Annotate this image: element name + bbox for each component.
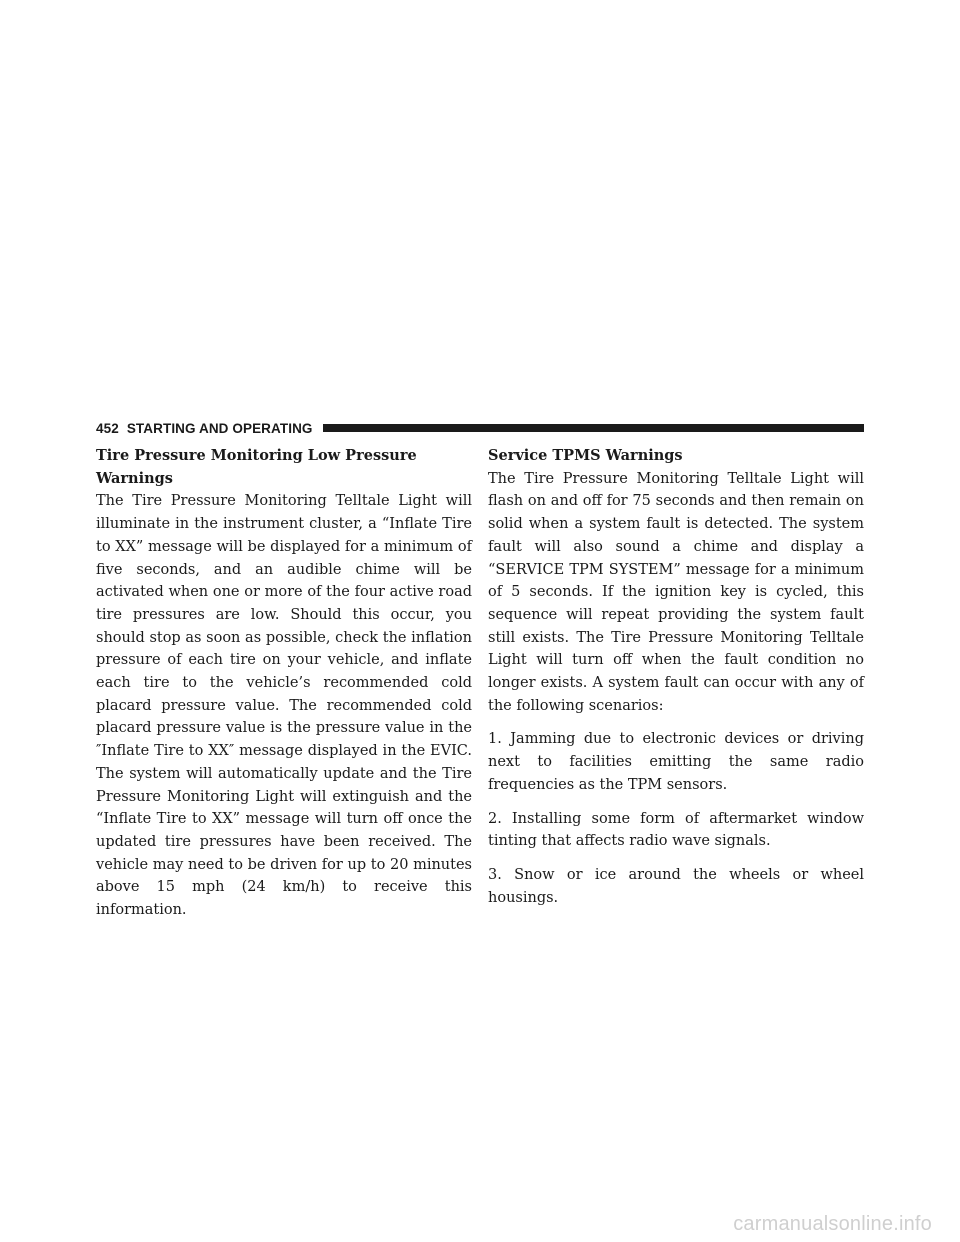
right-body: The Tire Pressure Monitoring Telltale Light will flash on and off for 75 seconds and then remain on solid when a system fault is detected. The system fault will also sound a chime and display a “SERVICE TPM SYSTEM” message for a minimum of 5 seconds. If the ignition key is cycled, this sequence will repeat providing the system fault still exists. The Tire Pressure Monitoring Telltale Light will turn off when the fault condition no longer exists. A system fault can occur with any of the following scenarios: (488, 470, 864, 714)
section-title: STARTING AND OPERATING (126, 420, 313, 436)
right-heading: Service TPMS Warnings (488, 447, 683, 464)
right-column (488, 445, 864, 909)
page-number: 452 (96, 420, 119, 436)
left-body: The Tire Pressure Monitoring Telltale Light will illuminate in the instrument cluster, a “Inflate Tire to XX” message will be displayed for a minimum of five seconds, and an audible chime will be activated when one or more of the four active road tire pressures are low. Should this occur, you should stop as soon as possible, check the inflation pressure of each tire on your vehicle, and inflate each tire to the vehicle’s recommended cold placard pressure value. The recommended cold placard pressure value is the pressure value in the ″Inflate Tire to XX″ message displayed in the EVIC. The system will automatically update and the Tire Pressure Monitoring Light will extinguish and the “Inflate Tire to XX” message will turn off once the updated tire pressures have been received. The vehicle may need to be driven for up to 20 minutes above 15 mph (24 km/h) to receive this information. (96, 493, 472, 919)
left-column (96, 445, 472, 922)
watermark: carmanualsonline.info (733, 1213, 932, 1235)
list-item: 2. Installing some form of aftermarket window tinting that affects radio wave signals. (488, 810, 864, 850)
page-header (96, 416, 864, 440)
left-heading: Tire Pressure Monitoring Low Pressure Warnings (96, 447, 417, 487)
header-rule (323, 424, 864, 432)
list-item: 1. Jamming due to electronic devices or driving next to facilities emitting the same radio frequencies as the TPM sensors. (488, 731, 864, 793)
list-item: 3. Snow or ice around the wheels or wheel housings. (488, 866, 864, 906)
